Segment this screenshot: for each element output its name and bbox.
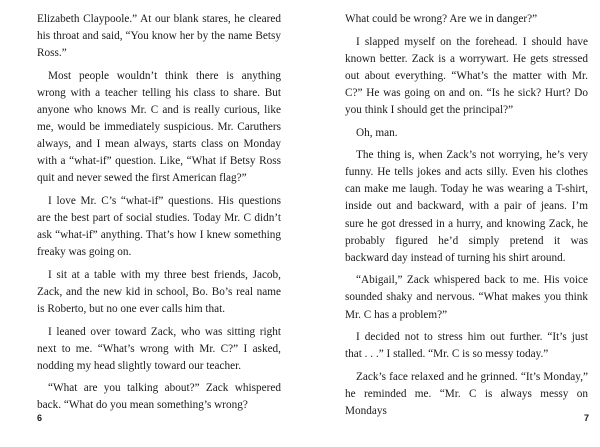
page-number-left: 6	[37, 413, 43, 423]
paragraph: I decided not to stress him out further. “It’s just that . . .” I stalled. “Mr. C is so messy today.”	[345, 331, 588, 361]
page-number-right: 7	[584, 413, 590, 423]
paragraph: “What are you talking about?” Zack whispered back. “What do you mean something’s wrong?	[37, 382, 281, 412]
paragraph: Elizabeth Claypoole.” At our blank stares, he cleared his throat and said, “You know her by the name Betsy Ross.”	[37, 13, 281, 60]
paragraph: The thing is, when Zack’s not worrying, he’s very funny. He tells jokes and acts silly. Even his clothes can make me laugh. Today he was wearing a T-shirt, inside out and backward, with a pair of jeans. I’m sure he got dressed in a hurry, and knowing Zack, he probably figured he’d simply pretend it was backward day instead of turning his shirt around.	[345, 149, 588, 264]
paragraph: Most people wouldn’t think there is anything wrong with a teacher telling his class to share. But anyone who knows Mr. C and is really curious, like me, would be immediately suspicious. Mr. Caruthers always, and I mean always, starts class on Monday with a “what-if” question. Like, “What if Betsy Ross quit and never sewed the first American flag?”	[37, 69, 281, 185]
left-page-text	[37, 11, 281, 415]
paragraph: I sit at a table with my three best friends, Jacob, Zack, and the new kid in school, Bo. Bo’s real name is Roberto, but no one ever calls him that.	[37, 268, 281, 315]
paragraph: Zack’s face relaxed and he grinned. “It’s Monday,” he reminded me. “Mr. C is always messy on Mondays	[345, 370, 588, 417]
paragraph: I leaned over toward Zack, who was sitting right next to me. “What’s wrong with Mr. C?” I asked, nodding my head slightly toward our teacher.	[37, 325, 281, 372]
right-page	[300, 0, 600, 447]
paragraph: I slapped myself on the forehead. I should have known better. Zack is a worrywart. He gets stressed out about everything. “What’s the matter with Mr. C?” He was going on and on. “Is he sick? Hurt? Do you think I should get the principal?”	[345, 35, 588, 116]
paragraph: “Abigail,” Zack whispered back to me. His voice sounded shaky and nervous. “What makes you think Mr. C has a problem?”	[345, 274, 588, 321]
right-page-text	[345, 11, 588, 420]
paragraph: What could be wrong? Are we in danger?”	[345, 13, 538, 25]
paragraph: Oh, man.	[356, 126, 398, 139]
paragraph: I love Mr. C’s “what-if” questions. His questions are the best part of social studies. Today Mr. C didn’t ask “what-if” anything. That’s how I knew something freaky was going on.	[37, 194, 281, 259]
